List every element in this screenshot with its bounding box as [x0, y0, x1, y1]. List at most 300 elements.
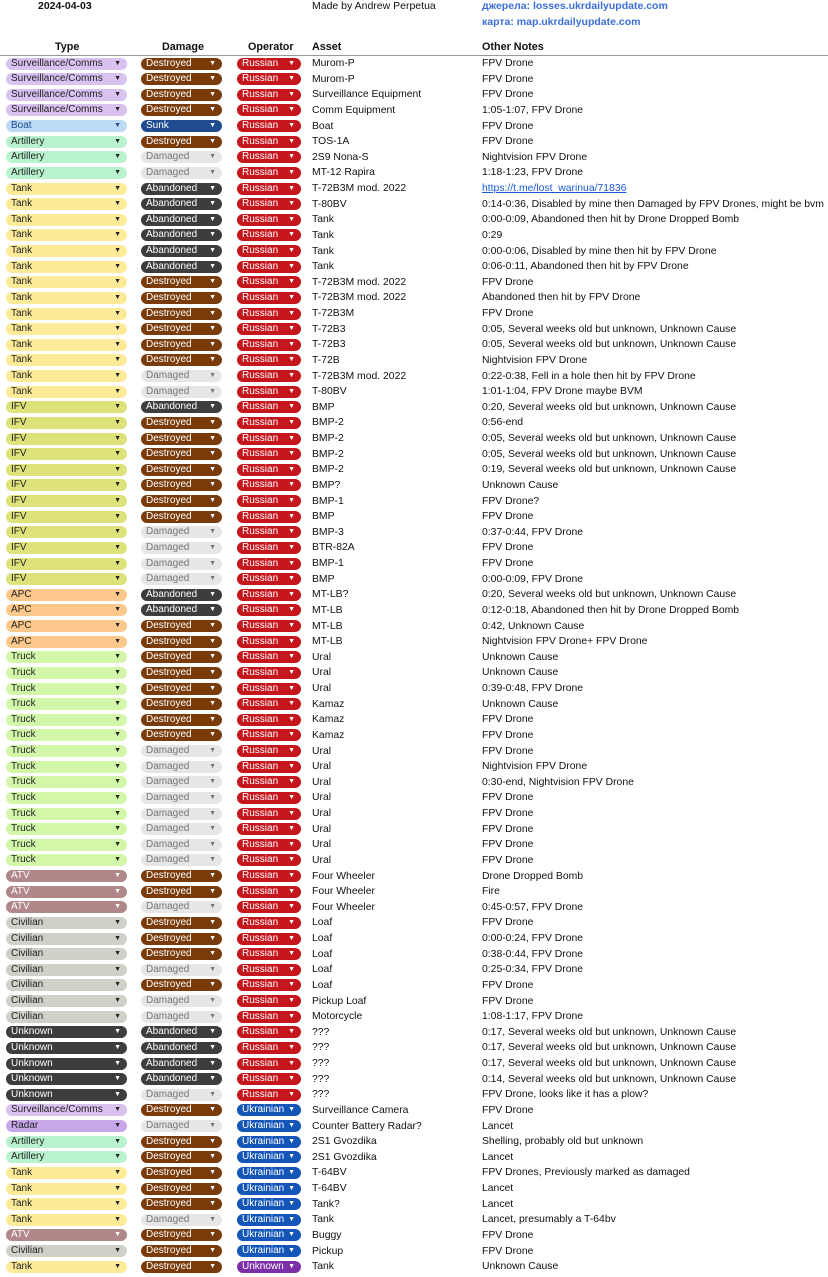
- damage-dropdown[interactable]: [141, 214, 222, 226]
- operator-dropdown[interactable]: [237, 761, 301, 773]
- damage-dropdown[interactable]: [141, 636, 222, 648]
- damage-dropdown[interactable]: [141, 464, 222, 476]
- operator-dropdown[interactable]: [237, 808, 301, 820]
- operator-dropdown[interactable]: [237, 1245, 301, 1257]
- damage-dropdown[interactable]: [141, 58, 222, 70]
- damage-dropdown[interactable]: [141, 89, 222, 101]
- type-dropdown[interactable]: [6, 1214, 127, 1226]
- type-dropdown-label: IFV: [11, 479, 27, 491]
- operator-dropdown[interactable]: [237, 370, 301, 382]
- type-dropdown[interactable]: [6, 136, 127, 148]
- operator-dropdown[interactable]: [237, 1011, 301, 1023]
- damage-dropdown[interactable]: [141, 292, 222, 304]
- damage-dropdown[interactable]: [141, 1026, 222, 1038]
- type-dropdown-label: Tank: [11, 276, 33, 288]
- table-row: [0, 728, 828, 744]
- damage-dropdown[interactable]: [141, 1151, 222, 1163]
- damage-dropdown[interactable]: [141, 401, 222, 413]
- damage-dropdown[interactable]: [141, 870, 222, 882]
- type-dropdown[interactable]: [6, 214, 127, 226]
- operator-dropdown[interactable]: [237, 886, 301, 898]
- type-dropdown[interactable]: [6, 1011, 127, 1023]
- type-dropdown[interactable]: [6, 401, 127, 413]
- type-dropdown[interactable]: [6, 58, 127, 70]
- damage-dropdown[interactable]: [141, 839, 222, 851]
- type-dropdown[interactable]: [6, 276, 127, 288]
- dropdown-arrow-icon: ▼: [114, 840, 121, 848]
- notes-cell: 0:39-0:48, FPV Drone: [482, 683, 584, 694]
- operator-dropdown[interactable]: [237, 1151, 301, 1163]
- notes-cell: 0:14, Several weeks old but unknown, Unknown Cause: [482, 1073, 737, 1085]
- operator-dropdown[interactable]: [237, 917, 301, 929]
- operator-dropdown[interactable]: [237, 589, 301, 601]
- operator-dropdown[interactable]: [237, 714, 301, 726]
- type-dropdown[interactable]: [6, 698, 127, 710]
- asset-cell: BMP: [312, 401, 335, 413]
- type-dropdown[interactable]: [6, 104, 127, 116]
- damage-dropdown-label: Damaged: [146, 963, 190, 975]
- type-dropdown[interactable]: [6, 979, 127, 991]
- asset-cell: Tank: [312, 245, 334, 257]
- dropdown-arrow-icon: ▼: [209, 1075, 216, 1083]
- operator-dropdown[interactable]: [237, 495, 301, 507]
- damage-dropdown[interactable]: [141, 620, 222, 632]
- damage-dropdown[interactable]: [141, 1136, 222, 1148]
- operator-dropdown[interactable]: [237, 1167, 301, 1179]
- type-dropdown[interactable]: [6, 261, 127, 273]
- type-dropdown[interactable]: [6, 870, 127, 882]
- type-dropdown[interactable]: [6, 417, 127, 429]
- type-dropdown[interactable]: [6, 151, 127, 163]
- dropdown-arrow-icon: ▼: [114, 1168, 121, 1176]
- type-dropdown[interactable]: [6, 1183, 127, 1195]
- type-dropdown[interactable]: [6, 73, 127, 85]
- type-dropdown[interactable]: [6, 823, 127, 835]
- damage-dropdown[interactable]: [141, 589, 222, 601]
- operator-dropdown[interactable]: [237, 979, 301, 991]
- operator-dropdown[interactable]: [237, 1089, 301, 1101]
- type-dropdown[interactable]: [6, 776, 127, 788]
- damage-dropdown[interactable]: [141, 479, 222, 491]
- damage-dropdown[interactable]: [141, 683, 222, 695]
- damage-dropdown[interactable]: [141, 151, 222, 163]
- operator-dropdown[interactable]: [237, 1229, 301, 1241]
- dropdown-arrow-icon: ▼: [209, 1247, 216, 1254]
- type-dropdown-label: Unknown: [11, 1073, 53, 1085]
- operator-dropdown[interactable]: [237, 745, 301, 757]
- type-dropdown[interactable]: [6, 495, 127, 507]
- operator-dropdown[interactable]: [237, 683, 301, 695]
- damage-dropdown[interactable]: [141, 495, 222, 507]
- asset-cell: Kamaz: [312, 729, 345, 741]
- asset-cell: BTR-82A: [312, 542, 355, 554]
- damage-dropdown[interactable]: [141, 542, 222, 554]
- operator-dropdown[interactable]: [237, 1261, 301, 1273]
- asset-cell: MT-12 Rapira: [312, 167, 375, 179]
- damage-dropdown[interactable]: [141, 995, 222, 1007]
- damage-dropdown[interactable]: [141, 1120, 222, 1132]
- type-dropdown[interactable]: [6, 1120, 127, 1132]
- damage-dropdown-label: Destroyed: [146, 916, 192, 928]
- damage-dropdown[interactable]: [141, 370, 222, 382]
- operator-dropdown[interactable]: [237, 526, 301, 538]
- operator-dropdown[interactable]: [237, 104, 301, 116]
- operator-dropdown[interactable]: [237, 386, 301, 398]
- type-dropdown[interactable]: [6, 964, 127, 976]
- operator-dropdown-label: Russian: [242, 620, 279, 631]
- type-dropdown[interactable]: [6, 729, 127, 741]
- dropdown-arrow-icon: ▼: [288, 75, 295, 83]
- operator-dropdown[interactable]: [237, 167, 301, 179]
- operator-dropdown[interactable]: [237, 401, 301, 413]
- sources-link[interactable]: джерела: losses.ukrdailyupdate.com: [482, 0, 668, 12]
- type-dropdown[interactable]: [6, 386, 127, 398]
- type-dropdown[interactable]: [6, 120, 127, 132]
- operator-dropdown[interactable]: [237, 558, 301, 570]
- operator-dropdown[interactable]: [237, 183, 301, 195]
- damage-dropdown[interactable]: [141, 339, 222, 351]
- damage-dropdown[interactable]: [141, 651, 222, 663]
- table-row: [0, 56, 828, 72]
- operator-dropdown[interactable]: [237, 1026, 301, 1038]
- type-dropdown[interactable]: [6, 667, 127, 679]
- type-dropdown[interactable]: [6, 839, 127, 851]
- type-dropdown[interactable]: [6, 1073, 127, 1085]
- type-dropdown[interactable]: [6, 542, 127, 554]
- dropdown-arrow-icon: ▼: [288, 200, 295, 208]
- operator-dropdown[interactable]: [237, 1183, 301, 1195]
- dropdown-arrow-icon: ▼: [114, 153, 121, 161]
- damage-dropdown[interactable]: [141, 1198, 222, 1210]
- type-dropdown[interactable]: [6, 167, 127, 179]
- type-dropdown[interactable]: [6, 604, 127, 616]
- operator-dropdown[interactable]: [237, 245, 301, 257]
- operator-dropdown[interactable]: [237, 58, 301, 70]
- damage-dropdown[interactable]: [141, 73, 222, 85]
- dropdown-arrow-icon: ▼: [114, 715, 121, 723]
- operator-dropdown[interactable]: [237, 448, 301, 460]
- type-dropdown[interactable]: [6, 308, 127, 320]
- damage-dropdown[interactable]: [141, 948, 222, 960]
- table-row: [0, 556, 828, 572]
- operator-dropdown[interactable]: [237, 1198, 301, 1210]
- type-dropdown[interactable]: [6, 1167, 127, 1179]
- type-dropdown[interactable]: [6, 589, 127, 601]
- damage-dropdown[interactable]: [141, 136, 222, 148]
- damage-dropdown[interactable]: [141, 1042, 222, 1054]
- type-dropdown[interactable]: [6, 651, 127, 663]
- table-row: [0, 244, 828, 260]
- damage-dropdown[interactable]: [141, 183, 222, 195]
- operator-dropdown[interactable]: [237, 1136, 301, 1148]
- damage-dropdown[interactable]: [141, 917, 222, 929]
- type-dropdown[interactable]: [6, 1058, 127, 1070]
- type-dropdown[interactable]: [6, 89, 127, 101]
- dropdown-arrow-icon: ▼: [288, 747, 295, 754]
- dropdown-arrow-icon: ▼: [209, 1059, 216, 1067]
- type-dropdown-label: Unknown: [11, 1041, 53, 1053]
- damage-dropdown[interactable]: [141, 308, 222, 320]
- type-dropdown[interactable]: [6, 245, 127, 257]
- type-dropdown[interactable]: [6, 995, 127, 1007]
- type-dropdown[interactable]: [6, 339, 127, 351]
- operator-dropdown[interactable]: [237, 464, 301, 476]
- type-dropdown[interactable]: [6, 901, 127, 913]
- damage-dropdown[interactable]: [141, 417, 222, 429]
- operator-dropdown[interactable]: [237, 1073, 301, 1085]
- damage-dropdown[interactable]: [141, 1261, 222, 1273]
- damage-dropdown[interactable]: [141, 1058, 222, 1070]
- operator-dropdown[interactable]: [237, 839, 301, 851]
- operator-dropdown[interactable]: [237, 995, 301, 1007]
- operator-dropdown[interactable]: [237, 261, 301, 273]
- damage-dropdown[interactable]: [141, 1104, 222, 1116]
- operator-dropdown[interactable]: [237, 620, 301, 632]
- damage-dropdown[interactable]: [141, 729, 222, 741]
- operator-dropdown[interactable]: [237, 292, 301, 304]
- damage-dropdown-label: Damaged: [146, 807, 190, 819]
- notes-cell: FPV Drones, Previously marked as damaged: [482, 1167, 690, 1179]
- asset-cell: Ural: [312, 808, 332, 819]
- dropdown-arrow-icon: ▼: [288, 325, 295, 333]
- type-dropdown[interactable]: [6, 683, 127, 695]
- operator-dropdown[interactable]: [237, 636, 301, 648]
- type-dropdown[interactable]: [6, 479, 127, 491]
- operator-dropdown[interactable]: [237, 651, 301, 663]
- type-dropdown[interactable]: [6, 933, 127, 945]
- notes-cell: FPV Drone: [482, 823, 534, 835]
- operator-dropdown[interactable]: [237, 667, 301, 679]
- damage-dropdown[interactable]: [141, 604, 222, 616]
- dropdown-arrow-icon: ▼: [288, 778, 295, 786]
- damage-dropdown[interactable]: [141, 573, 222, 585]
- map-link[interactable]: карта: map.ukrdailyupdate.com: [482, 16, 641, 28]
- type-dropdown[interactable]: [6, 745, 127, 757]
- damage-dropdown[interactable]: [141, 433, 222, 445]
- damage-dropdown[interactable]: [141, 511, 222, 523]
- dropdown-arrow-icon: ▼: [209, 278, 216, 286]
- type-dropdown[interactable]: [6, 714, 127, 726]
- dropdown-arrow-icon: ▼: [288, 1184, 295, 1192]
- notes-cell: 0:20, Several weeks old but unknown, Unknown Cause: [482, 401, 737, 413]
- operator-dropdown-label: Russian: [242, 838, 279, 850]
- type-dropdown[interactable]: [6, 448, 127, 460]
- type-dropdown[interactable]: [6, 511, 127, 523]
- type-dropdown-label: IFV: [11, 510, 27, 522]
- damage-dropdown[interactable]: [141, 1229, 222, 1241]
- damage-dropdown-label: Abandoned: [146, 245, 198, 256]
- type-dropdown[interactable]: [6, 1245, 127, 1257]
- operator-dropdown[interactable]: [237, 776, 301, 788]
- asset-cell: Tank: [312, 1261, 334, 1273]
- type-dropdown[interactable]: [6, 573, 127, 585]
- type-dropdown[interactable]: [6, 620, 127, 632]
- damage-dropdown[interactable]: [141, 854, 222, 866]
- type-dropdown[interactable]: [6, 464, 127, 476]
- operator-dropdown[interactable]: [237, 729, 301, 741]
- operator-dropdown[interactable]: [237, 792, 301, 804]
- operator-dropdown[interactable]: [237, 73, 301, 85]
- type-dropdown[interactable]: [6, 1261, 127, 1273]
- operator-dropdown[interactable]: [237, 308, 301, 320]
- dropdown-arrow-icon: ▼: [288, 1215, 295, 1223]
- dropdown-arrow-icon: ▼: [114, 106, 121, 114]
- type-dropdown[interactable]: [6, 229, 127, 241]
- damage-dropdown[interactable]: [141, 323, 222, 335]
- operator-dropdown[interactable]: [237, 511, 301, 523]
- damage-dropdown[interactable]: [141, 761, 222, 773]
- damage-dropdown[interactable]: [141, 776, 222, 788]
- type-dropdown[interactable]: [6, 354, 127, 366]
- operator-dropdown[interactable]: [237, 479, 301, 491]
- operator-dropdown[interactable]: [237, 1058, 301, 1070]
- operator-dropdown[interactable]: [237, 573, 301, 585]
- operator-dropdown[interactable]: [237, 120, 301, 132]
- type-dropdown[interactable]: [6, 854, 127, 866]
- operator-dropdown[interactable]: [237, 198, 301, 210]
- notes-cell: Lancet: [482, 1120, 514, 1132]
- damage-dropdown[interactable]: [141, 120, 222, 132]
- dropdown-arrow-icon: ▼: [114, 1153, 121, 1161]
- damage-dropdown-label: Destroyed: [146, 495, 192, 506]
- type-dropdown[interactable]: [6, 526, 127, 538]
- operator-dropdown[interactable]: [237, 698, 301, 710]
- operator-dropdown[interactable]: [237, 1042, 301, 1054]
- notes-cell: FPV Drone: [482, 511, 534, 523]
- operator-dropdown[interactable]: [237, 933, 301, 945]
- dropdown-arrow-icon: ▼: [288, 90, 295, 98]
- type-dropdown[interactable]: [6, 1026, 127, 1038]
- damage-dropdown[interactable]: [141, 229, 222, 241]
- type-dropdown[interactable]: [6, 1042, 127, 1054]
- operator-dropdown[interactable]: [237, 214, 301, 226]
- operator-dropdown[interactable]: [237, 417, 301, 429]
- type-dropdown[interactable]: [6, 558, 127, 570]
- operator-dropdown[interactable]: [237, 229, 301, 241]
- damage-dropdown[interactable]: [141, 979, 222, 991]
- operator-dropdown[interactable]: [237, 604, 301, 616]
- operator-dropdown[interactable]: [237, 901, 301, 913]
- damage-dropdown[interactable]: [141, 698, 222, 710]
- damage-dropdown[interactable]: [141, 386, 222, 398]
- type-dropdown[interactable]: [6, 1151, 127, 1163]
- damage-dropdown[interactable]: [141, 1073, 222, 1085]
- damage-dropdown[interactable]: [141, 933, 222, 945]
- operator-dropdown[interactable]: [237, 89, 301, 101]
- type-dropdown[interactable]: [6, 636, 127, 648]
- type-dropdown[interactable]: [6, 761, 127, 773]
- damage-dropdown[interactable]: [141, 167, 222, 179]
- damage-dropdown[interactable]: [141, 964, 222, 976]
- type-dropdown[interactable]: [6, 183, 127, 195]
- type-dropdown[interactable]: [6, 886, 127, 898]
- operator-dropdown[interactable]: [237, 823, 301, 835]
- damage-dropdown[interactable]: [141, 1089, 222, 1101]
- type-dropdown[interactable]: [6, 370, 127, 382]
- damage-dropdown[interactable]: [141, 745, 222, 757]
- operator-dropdown[interactable]: [237, 964, 301, 976]
- notes-link[interactable]: https://t.me/lost_warinua/71836: [482, 183, 627, 194]
- operator-dropdown[interactable]: [237, 136, 301, 148]
- type-dropdown[interactable]: [6, 433, 127, 445]
- operator-dropdown[interactable]: [237, 948, 301, 960]
- dropdown-arrow-icon: ▼: [288, 434, 295, 442]
- type-dropdown[interactable]: [6, 323, 127, 335]
- type-dropdown[interactable]: [6, 808, 127, 820]
- type-dropdown[interactable]: [6, 198, 127, 210]
- type-dropdown[interactable]: [6, 917, 127, 929]
- operator-dropdown[interactable]: [237, 1214, 301, 1226]
- operator-dropdown[interactable]: [237, 323, 301, 335]
- operator-dropdown[interactable]: [237, 433, 301, 445]
- type-dropdown[interactable]: [6, 1136, 127, 1148]
- damage-dropdown[interactable]: [141, 558, 222, 570]
- type-dropdown[interactable]: [6, 1198, 127, 1210]
- type-dropdown[interactable]: [6, 292, 127, 304]
- operator-dropdown[interactable]: [237, 354, 301, 366]
- dropdown-arrow-icon: ▼: [288, 590, 295, 598]
- damage-dropdown[interactable]: [141, 823, 222, 835]
- notes-cell: Nightvision FPV Drone: [482, 761, 588, 773]
- damage-dropdown[interactable]: [141, 886, 222, 898]
- damage-dropdown[interactable]: [141, 261, 222, 273]
- operator-dropdown[interactable]: [237, 870, 301, 882]
- operator-dropdown-label: Russian: [242, 557, 279, 569]
- type-dropdown[interactable]: [6, 1089, 127, 1101]
- damage-dropdown[interactable]: [141, 808, 222, 820]
- damage-dropdown[interactable]: [141, 276, 222, 288]
- asset-cell: Ural: [312, 683, 332, 694]
- damage-dropdown[interactable]: [141, 792, 222, 804]
- notes-cell: 0:38-0:44, FPV Drone: [482, 948, 584, 960]
- damage-dropdown[interactable]: [141, 198, 222, 210]
- type-dropdown-label: Truck: [11, 666, 36, 678]
- operator-dropdown[interactable]: [237, 339, 301, 351]
- dropdown-arrow-icon: ▼: [114, 981, 121, 989]
- type-dropdown-label: ATV: [11, 901, 30, 913]
- type-dropdown[interactable]: [6, 948, 127, 960]
- damage-dropdown[interactable]: [141, 901, 222, 913]
- damage-dropdown[interactable]: [141, 667, 222, 679]
- operator-dropdown[interactable]: [237, 1120, 301, 1132]
- dropdown-arrow-icon: ▼: [209, 1215, 216, 1223]
- notes-cell: Unknown Cause: [482, 698, 559, 710]
- type-dropdown[interactable]: [6, 1229, 127, 1241]
- table-row: [0, 415, 828, 431]
- damage-dropdown[interactable]: [141, 1183, 222, 1195]
- damage-dropdown[interactable]: [141, 1167, 222, 1179]
- type-dropdown[interactable]: [6, 792, 127, 804]
- operator-dropdown[interactable]: [237, 854, 301, 866]
- damage-dropdown[interactable]: [141, 526, 222, 538]
- damage-dropdown[interactable]: [141, 1214, 222, 1226]
- damage-dropdown[interactable]: [141, 104, 222, 116]
- operator-dropdown[interactable]: [237, 151, 301, 163]
- type-dropdown-label: APC: [11, 604, 32, 616]
- damage-dropdown[interactable]: [141, 714, 222, 726]
- damage-dropdown[interactable]: [141, 245, 222, 257]
- operator-dropdown[interactable]: [237, 276, 301, 288]
- operator-dropdown[interactable]: [237, 1104, 301, 1116]
- damage-dropdown[interactable]: [141, 1245, 222, 1257]
- dropdown-arrow-icon: ▼: [209, 543, 216, 551]
- dropdown-arrow-icon: ▼: [209, 481, 216, 489]
- operator-dropdown[interactable]: [237, 542, 301, 554]
- damage-dropdown[interactable]: [141, 354, 222, 366]
- damage-dropdown[interactable]: [141, 1011, 222, 1023]
- type-dropdown[interactable]: [6, 1104, 127, 1116]
- damage-dropdown[interactable]: [141, 448, 222, 460]
